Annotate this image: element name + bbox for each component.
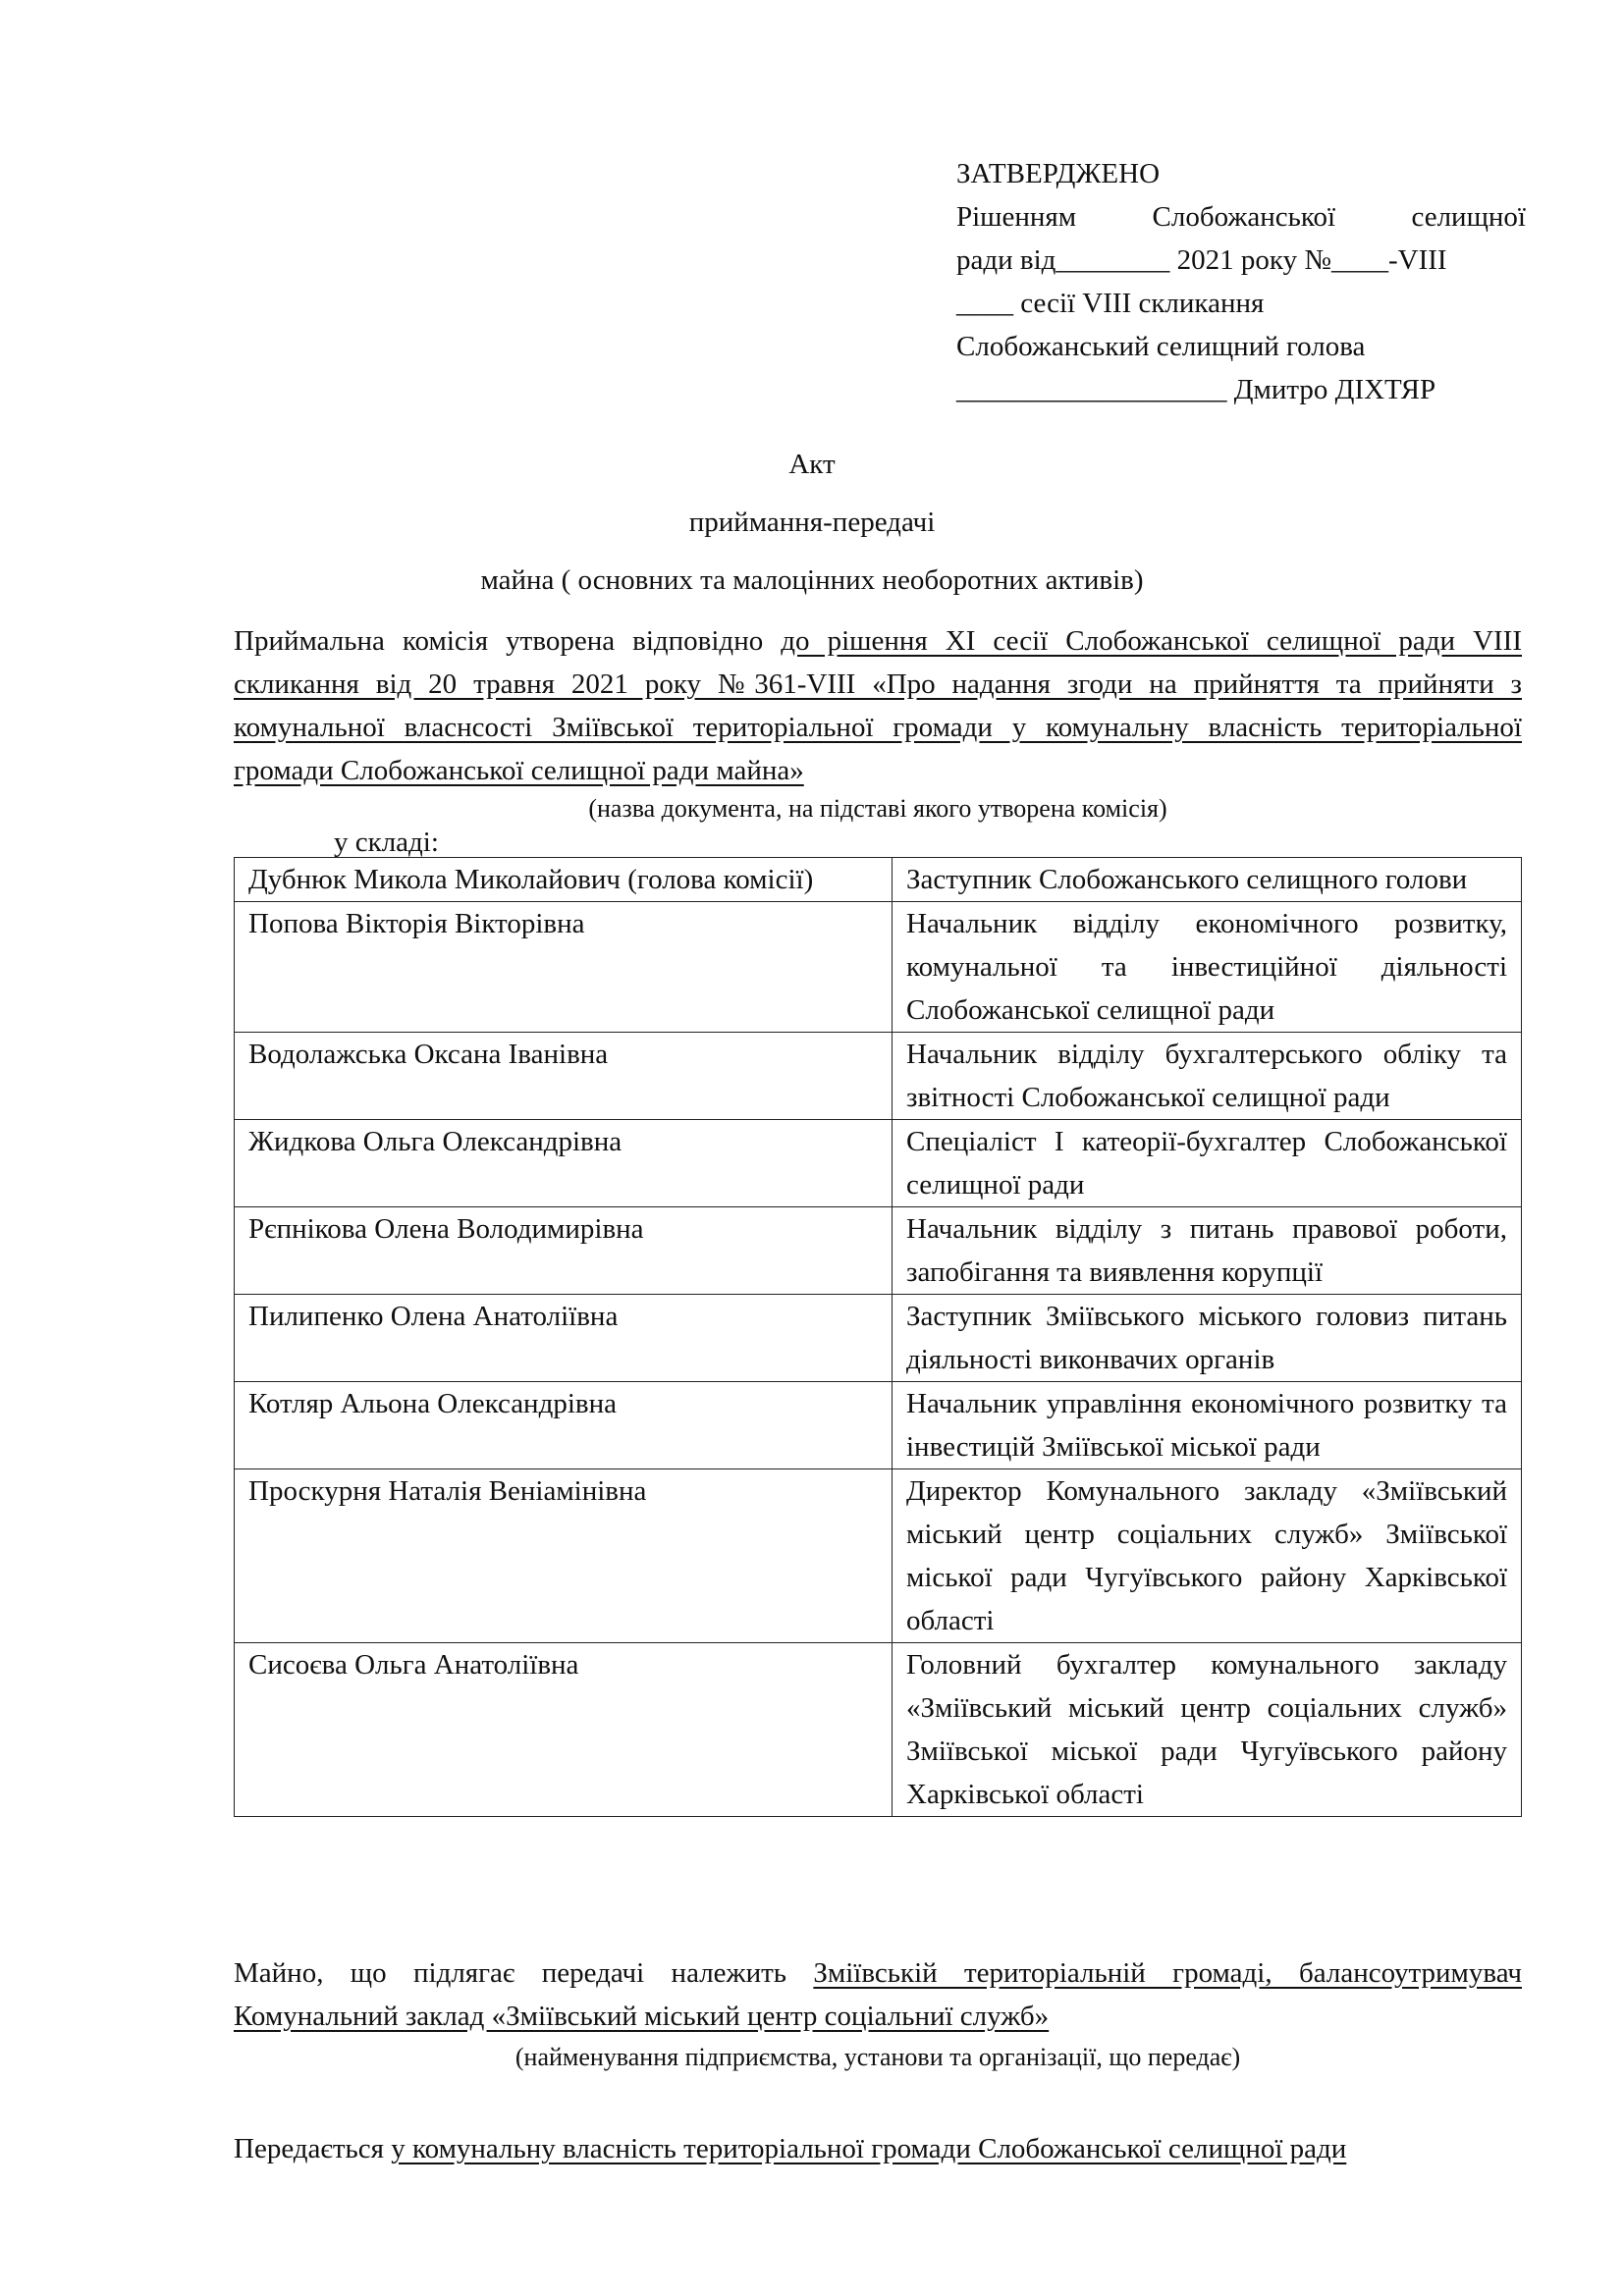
- approval-title: ЗАТВЕРДЖЕНО: [956, 158, 1161, 189]
- table-row: [235, 858, 1522, 902]
- member-position: Головний бухгалтер комунального закладу «Зміївський міський центр соціальних служб» Зміївської міської ради Чугуївського району Харківської області: [893, 1643, 1522, 1817]
- member-position: Заступник Слобожанського селищного голови: [893, 858, 1522, 902]
- approval-line-1-word-3: селищної: [1411, 201, 1526, 233]
- table-row: [235, 1469, 1522, 1643]
- member-position: Начальник відділу з питань правової роботи, запобігання та виявлення корупції: [893, 1207, 1522, 1295]
- approval-line-1-word-2: Слобожанської: [1152, 201, 1336, 233]
- member-position: Начальник відділу економічного розвитку, комунальної та інвестиційної діяльності Слобожанської селищної ради: [893, 902, 1522, 1033]
- member-name: Рєпнікова Олена Володимирівна: [235, 1207, 893, 1295]
- composition-label: у складі:: [334, 827, 439, 858]
- document-subject: майна ( основних та малоцінних необоротних активів): [480, 564, 1144, 596]
- member-position: Спеціаліст І катеорії-бухгалтер Слобожанської селищної ради: [893, 1120, 1522, 1207]
- transfer-paragraph: [234, 2127, 1522, 2170]
- table-row: [235, 1207, 1522, 1295]
- table-row: [235, 1643, 1522, 1817]
- table-row: [235, 1295, 1522, 1382]
- approval-line-1: [956, 195, 1526, 239]
- commission-basis: до рішення XI сесії Слобожанської селищної ради VIII скликання від 20 травня 2021 року №361-VIII «Про надання згоди на прийняття та прийняти з комунальної власнсості Зміївської територіальної громади у комунальну власність територіальної громади Слобожанської селищної ради майна»: [234, 625, 1522, 786]
- property-lead: Майно, що підлягає передачі належить: [234, 1957, 814, 1989]
- member-name: Котляр Альона Олександрівна: [235, 1382, 893, 1469]
- member-position: Директор Комунального закладу «Зміївський міський центр соціальних служб» Зміївської міської ради Чугуївського району Харківської області: [893, 1469, 1522, 1643]
- member-name: Жидкова Ольга Олександрівна: [235, 1120, 893, 1207]
- table-row: [235, 1382, 1522, 1469]
- members-table-body: [235, 858, 1522, 1817]
- member-name: Сисоєва Ольга Анатоліївна: [235, 1643, 893, 1817]
- table-row: [235, 1033, 1522, 1120]
- member-name: Проскурня Наталія Веніамінівна: [235, 1469, 893, 1643]
- approval-line-4: Слобожанський селищний голова: [956, 331, 1366, 362]
- document-subtitle: приймання-передачі: [688, 507, 936, 538]
- member-name: Пилипенко Олена Анатоліївна: [235, 1295, 893, 1382]
- approval-block: [956, 152, 1526, 411]
- table-row: [235, 1120, 1522, 1207]
- commission-lead: Приймальна комісія утворена відповідно: [234, 625, 782, 657]
- member-position: Начальник відділу бухгалтерського обліку та звітності Слобожанської селищної ради: [893, 1033, 1522, 1120]
- member-position: Начальник управління економічного розвитку та інвестицій Зміївської міської ради: [893, 1382, 1522, 1469]
- approval-line-3: ____ сесії VIII скликання: [956, 288, 1265, 319]
- property-paragraph: [234, 1951, 1522, 2038]
- approval-line-2: ради від________ 2021 року №____-VIII: [956, 244, 1447, 276]
- transfer-target: у комунальну власність територіальної громади Слобожанської селищної ради: [391, 2133, 1347, 2164]
- member-name: Дубнюк Микола Миколайович (голова комісії): [235, 858, 893, 902]
- commission-paragraph: [234, 619, 1522, 792]
- member-name: Попова Вікторія Вікторівна: [235, 902, 893, 1033]
- property-note: (найменування підприємства, установи та організації, що передає): [514, 2043, 1241, 2071]
- member-name: Водолажська Оксана Іванівна: [235, 1033, 893, 1120]
- members-table: [234, 857, 1522, 1817]
- approval-signature-line: ___________________ Дмитро ДІХТЯР: [956, 374, 1436, 405]
- document-title: Акт: [788, 449, 836, 480]
- approval-line-1-word-1: Рішенням: [956, 201, 1077, 233]
- transfer-lead: Передається: [234, 2133, 392, 2164]
- commission-note: (назва документа, на підставі якого утворена комісія): [588, 794, 1167, 823]
- member-position: Заступник Зміївського міського головиз питань діяльності виконвачих органів: [893, 1295, 1522, 1382]
- property-owner: Зміївській територіальній громаді, балансоутримувач Комунальний заклад «Зміївський міський центр соціальниї служб»: [234, 1957, 1522, 2032]
- table-row: [235, 902, 1522, 1033]
